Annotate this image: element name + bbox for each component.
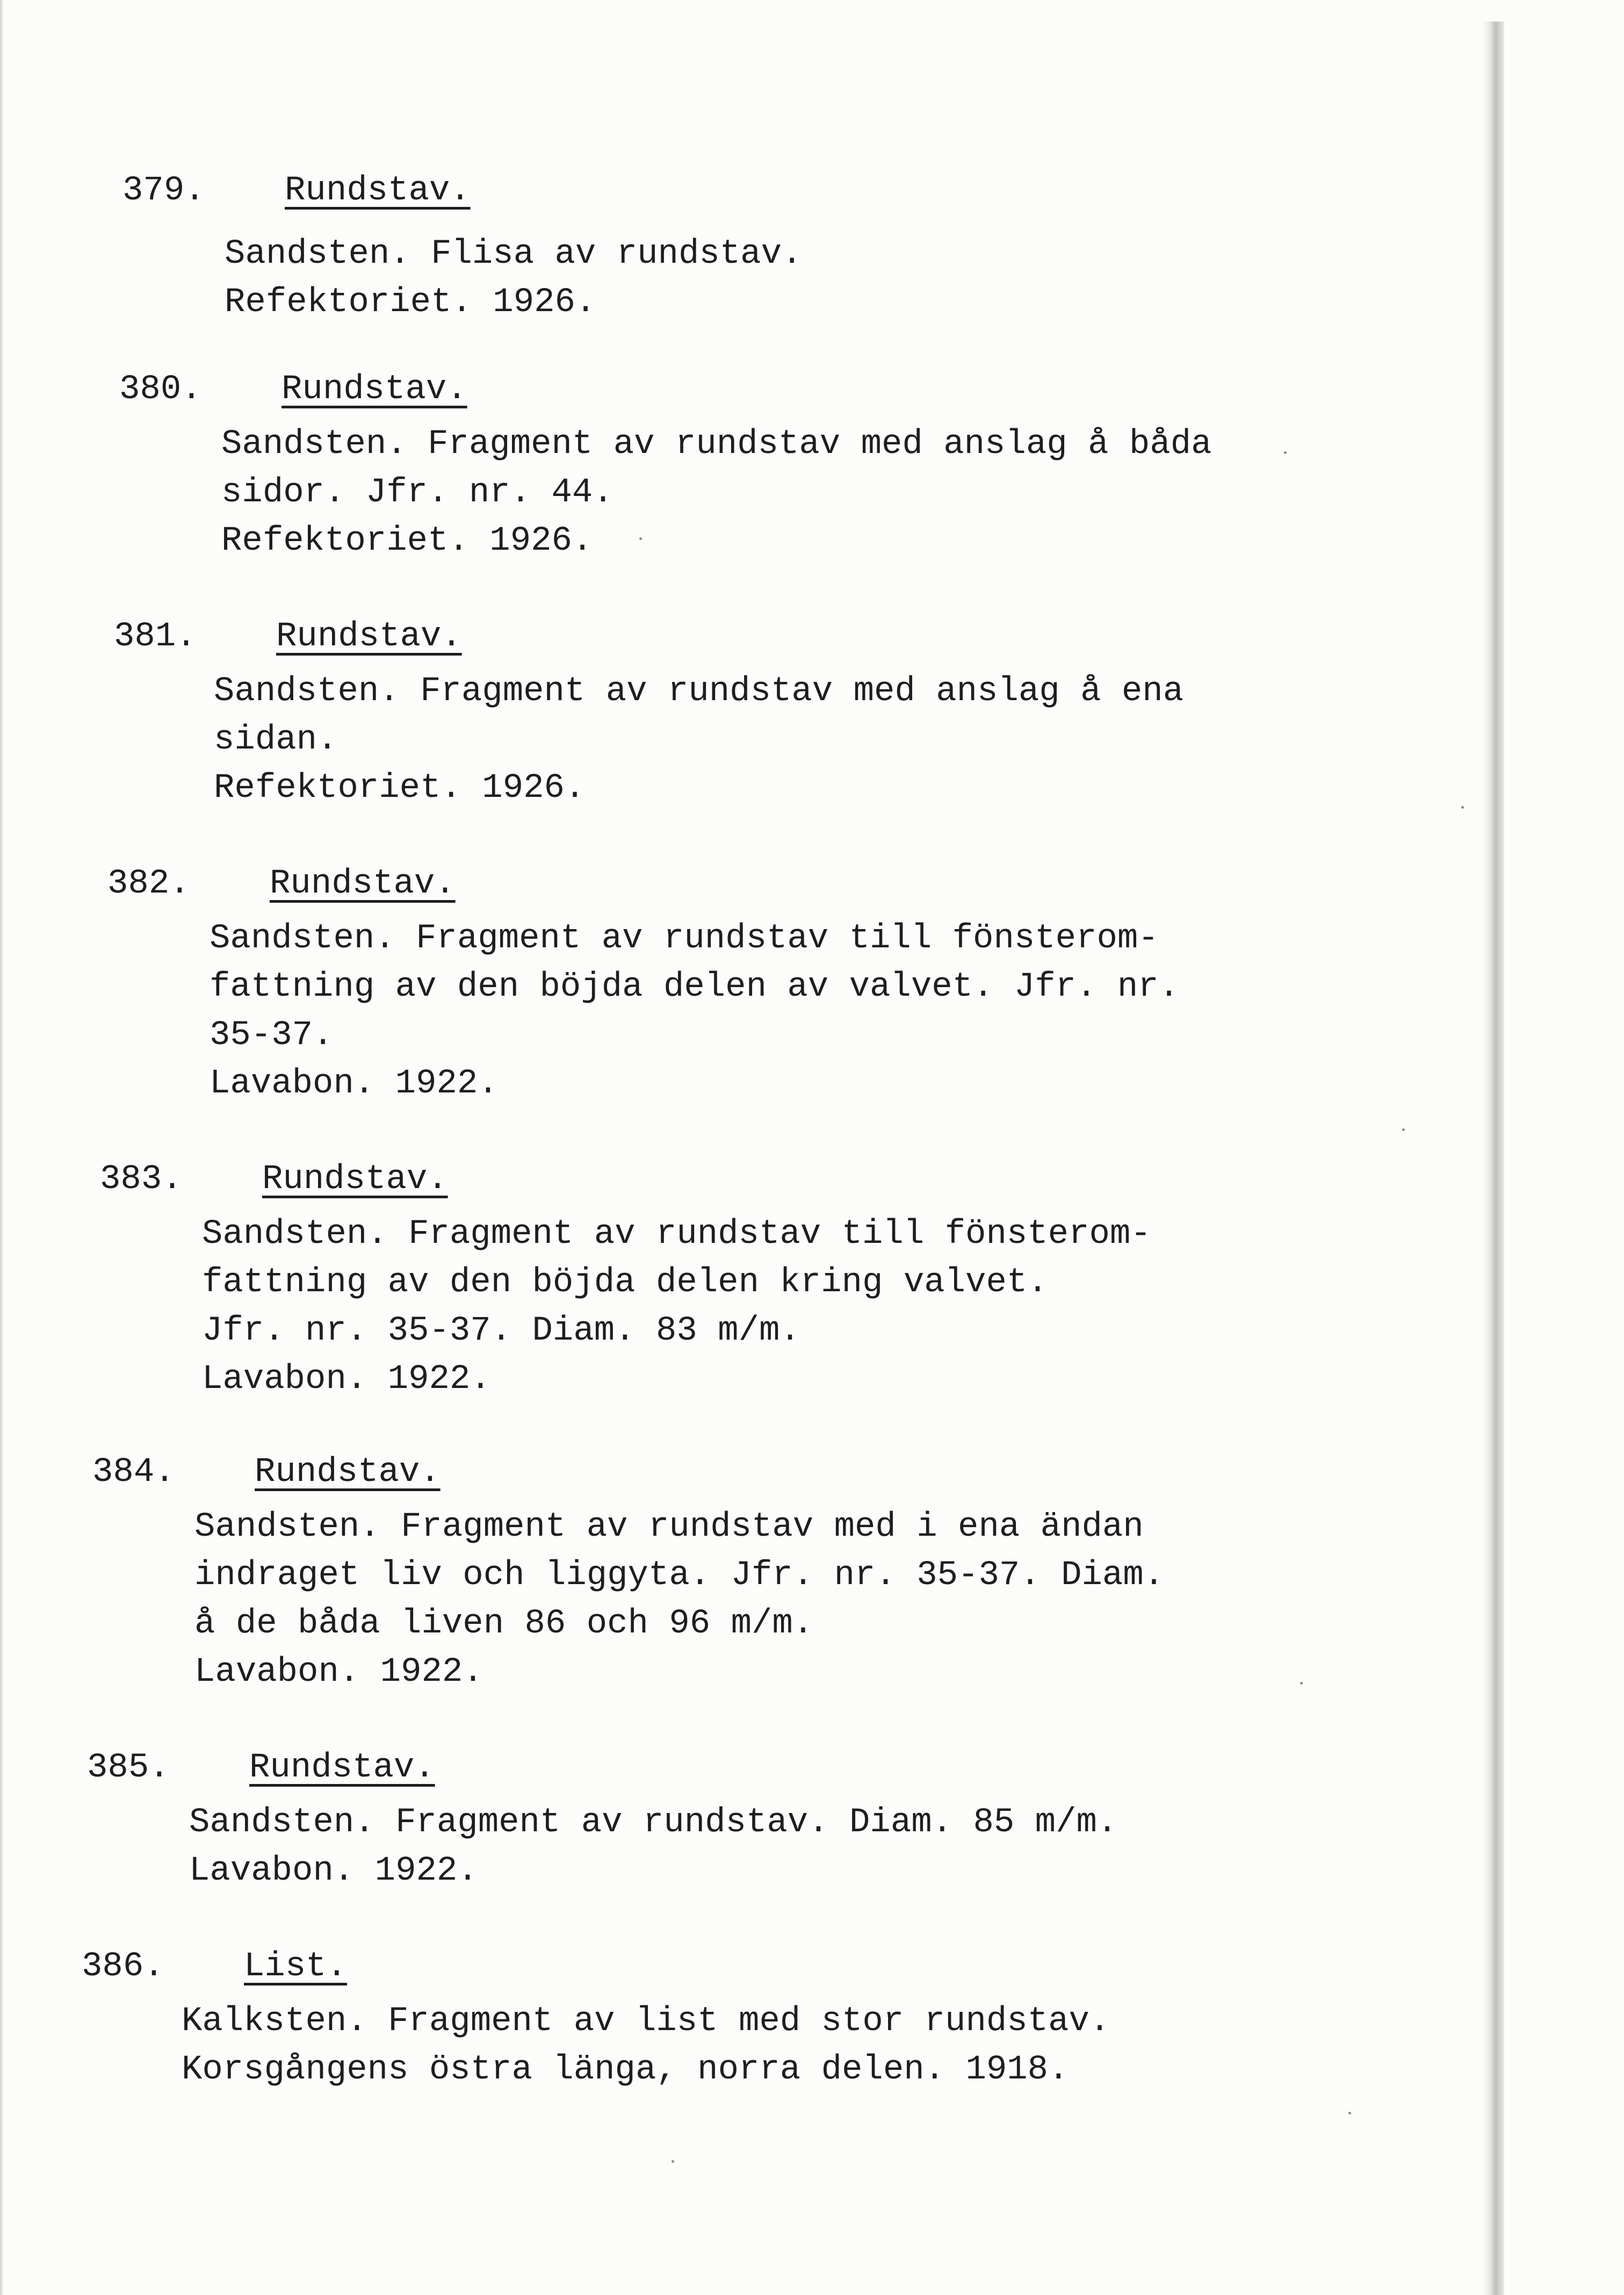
entry-body: [189, 1798, 1117, 1895]
catalog-entry: [100, 1155, 1228, 1424]
entry-line: Jfr. nr. 35-37. Diam. 83 m/m.: [202, 1312, 800, 1350]
entry-title: Rundstav.: [285, 171, 471, 210]
scan-speck: [1300, 1682, 1303, 1685]
entry-line: Sandsten. Fragment av rundstav till fönsterom-: [210, 919, 1159, 958]
catalog-entry: [87, 1744, 1215, 1905]
entry-line: Sandsten. Fragment av rundstav med i ena ändan: [194, 1508, 1144, 1546]
entry-number: 385.: [87, 1749, 170, 1787]
catalog-entry: [92, 1448, 1221, 1717]
catalog-entry: [114, 613, 1242, 828]
entry-number: 384.: [92, 1453, 175, 1492]
entry-line: Sandsten. Flisa av rundstav.: [225, 235, 803, 274]
entry-body: [221, 420, 1212, 565]
entry-line: Refektoriet. 1926.: [225, 283, 596, 322]
entry-number: 381.: [114, 617, 197, 656]
entry-body: [202, 1210, 1151, 1404]
entry-line: Sandsten. Fragment av rundstav med anslag å båda: [221, 425, 1212, 464]
scan-speck: [1284, 451, 1287, 454]
page-binding-shadow: [1483, 21, 1504, 2295]
page-left-edge: [0, 0, 3, 2295]
entry-line: fattning av den böjda delen av valvet. Jfr. nr.: [210, 968, 1180, 1006]
entry-title: Rundstav.: [262, 1160, 448, 1199]
entry-line: Lavabon. 1922.: [194, 1653, 483, 1692]
entry-line: Lavabon. 1922.: [189, 1852, 478, 1890]
entry-line: Refektoriet. 1926.: [221, 522, 593, 560]
entry-line: fattning av den böjda delen kring valvet.: [202, 1263, 1048, 1302]
entry-line: Lavabon. 1922.: [210, 1064, 499, 1103]
scan-speck: [1402, 1128, 1405, 1131]
scan-speck: [1461, 806, 1464, 809]
entry-body: [194, 1503, 1164, 1696]
entry-line: Sandsten. Fragment av rundstav. Diam. 85 m/m.: [189, 1803, 1118, 1842]
entry-number: 379.: [122, 171, 205, 210]
entry-line: Sandsten. Fragment av rundstav med anslag å ena: [214, 672, 1184, 711]
entry-body: [182, 1997, 1110, 2094]
entry-line: indraget liv och liggyta. Jfr. nr. 35-37. Diam.: [194, 1556, 1165, 1595]
entry-line: Refektoriet. 1926.: [214, 769, 586, 808]
scan-speck: [639, 537, 642, 540]
entry-number: 386.: [82, 1947, 164, 1986]
scan-speck: [672, 2160, 674, 2163]
entry-body: [225, 230, 802, 327]
entry-line: 35-37.: [210, 1016, 334, 1055]
entry-title: Rundstav.: [276, 617, 462, 656]
entry-number: 382.: [107, 865, 190, 903]
entry-line: sidor. Jfr. nr. 44.: [221, 473, 613, 512]
entry-line: Sandsten. Fragment av rundstav till fönsterom-: [202, 1215, 1151, 1254]
entry-line: å de båda liven 86 och 96 m/m.: [194, 1605, 814, 1643]
catalog-entry: [122, 167, 928, 328]
entry-line: Kalksten. Fragment av list med stor rundstav.: [182, 2002, 1110, 2041]
catalog-entry: [119, 365, 1247, 580]
entry-line: sidan.: [214, 721, 338, 759]
entry-line: Lavabon. 1922.: [202, 1360, 491, 1399]
catalog-entry: [82, 1943, 1210, 2104]
entry-line: Korsgångens östra länga, norra delen. 1918.: [182, 2051, 1069, 2089]
entry-title: Rundstav.: [249, 1749, 435, 1787]
scan-speck: [1348, 2112, 1351, 2114]
entry-number: 380.: [119, 370, 202, 409]
entry-number: 383.: [100, 1160, 183, 1199]
entry-body: [210, 915, 1179, 1108]
entry-body: [214, 667, 1183, 812]
entry-title: Rundstav.: [270, 865, 456, 903]
catalog-entry: [107, 860, 1236, 1128]
entry-title: Rundstav.: [282, 370, 467, 409]
entry-title: List.: [244, 1947, 348, 1986]
entry-title: Rundstav.: [255, 1453, 441, 1492]
